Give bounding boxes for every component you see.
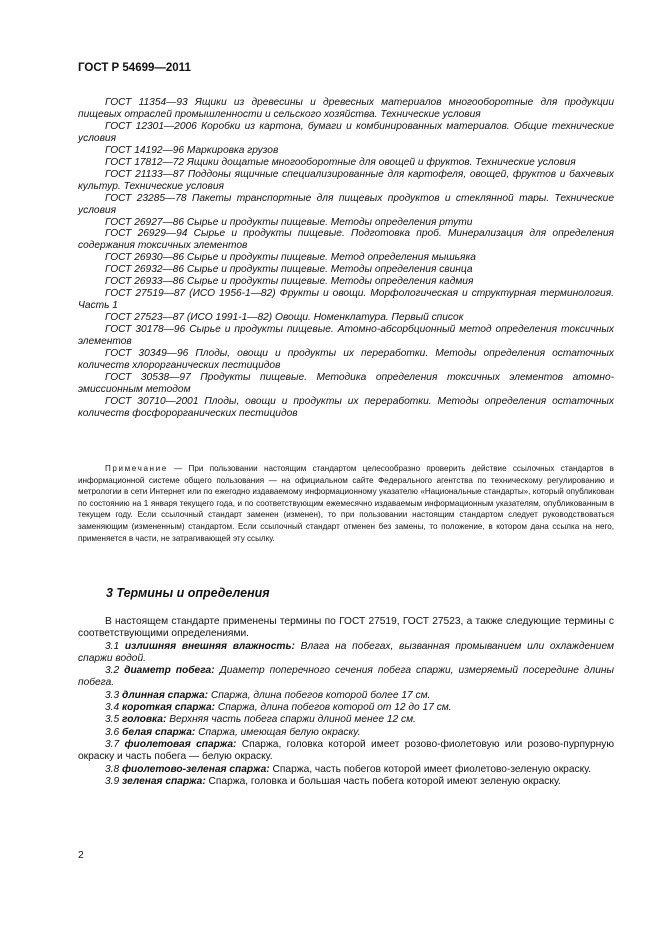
term-definition (78, 776, 614, 788)
term-text: Спаржа, имеющая белую окраску. (195, 726, 361, 738)
reference-item: ГОСТ 30538—97 Продукты пищевые. Методика определения токсичных элементов атомно-эмиссионным методом (78, 371, 614, 395)
reference-item: ГОСТ 21133—87 Поддоны ящичные специализированные для картофеля, овощей, фруктов и бахчевых культур. Технические условия (78, 168, 614, 192)
note-paragraph (78, 463, 614, 544)
reference-item: ГОСТ 23285—78 Пакеты транспортные для пищевых продуктов и стеклянной тары. Технические условия (78, 192, 614, 216)
term-name: фиолетовая спаржа: (124, 738, 237, 750)
term-number: 3.5 (105, 714, 120, 726)
reference-item: ГОСТ 14192—96 Маркировка грузов (105, 144, 279, 156)
term-definition (78, 727, 614, 739)
reference-item: ГОСТ 30349—96 Плоды, овощи и продукты их переработки. Методы определения остаточных количеств хлорорганических пестицидов (78, 348, 614, 371)
term-number: 3.6 (105, 726, 120, 738)
term-text: Спаржа, головка и большая часть побега которой имеют зеленую окраску. (205, 775, 561, 787)
term-name: белая спаржа: (122, 726, 196, 738)
term-text: Верхняя часть побега спаржи длиной менее 12 см. (166, 714, 416, 726)
note-label: Примечание (105, 464, 168, 473)
term-definition (78, 702, 614, 714)
term-number: 3.1 (105, 640, 120, 652)
term-text: Диаметр поперечного сечения побега спаржи, измеряемый посередине длины побега. (78, 665, 614, 689)
reference-item: ГОСТ 26929—94 Сырье и продукты пищевые. Подготовка проб. Минерализация для определения содержания токсичных элементов (78, 228, 614, 252)
reference-item: ГОСТ 27523—87 (ИСО 1991-1—82) Овощи. Номенклатура. Первый список (105, 312, 464, 324)
term-name: диаметр побега: (124, 665, 215, 677)
reference-item: ГОСТ 30710—2001 Плоды, овощи и продукты их переработки. Методы определения остаточных количеств фосфорорганических пестицидов (78, 395, 614, 419)
term-text: Спаржа, часть побегов которой имеет фиолетово-зеленую окраску. (269, 763, 592, 775)
term-number: 3.2 (105, 665, 120, 677)
term-definition (78, 641, 614, 666)
term-name: излишняя внешняя влажность: (124, 640, 295, 652)
reference-item: ГОСТ 26930—86 Сырье и продукты пищевые. Метод определения мышьяка (105, 252, 476, 264)
section-title: 3 Термины и определения (106, 586, 270, 600)
page-number: 2 (78, 849, 84, 861)
note-text: — При пользовании настоящим стандартом целесообразно проверить действие ссылочных стандартов в информационной системе общего пользования — на официальном сайте Федерального агентства по техническому регулированию и метрологии в сети Интернет или по ежегодно издаваемому информационному указателю «Национальные стандарты», который опубликован по состоянию на 1 января текущего года, и по соответствующим ежемесячно издаваемым информационным указателям, опубликованным в текущем году. Если ссылочный стандарт заменен (изменен), то при пользовании настоящим стандартом следует руководствоваться заменяющим (измененным) стандартом. Если ссылочный стандарт отменен без замены, то положение, в котором дана ссылка на него, применяется в части, не затрагивающей эту ссылку. (78, 464, 614, 543)
terms-list (78, 616, 614, 788)
term-name: зеленая спаржа: (122, 775, 206, 787)
reference-item: ГОСТ 17812—72 Ящики дощатые многооборотные для овощей и фруктов. Технические условия (105, 156, 576, 168)
term-number: 3.4 (105, 702, 120, 714)
terms-intro: В настоящем стандарте применены термины по ГОСТ 27519, ГОСТ 27523, а также следующие термины с соответствующими определениями. (78, 616, 614, 640)
term-number: 3.3 (105, 689, 120, 701)
reference-item: ГОСТ 26932—86 Сырье и продукты пищевые. Методы определения свинца (105, 264, 473, 276)
reference-item: ГОСТ 11354—93 Ящики из древесины и древесных материалов многооборотные для продукции пищевых отраслей промышленности и сельского хозяйства. Технические условия (78, 97, 614, 120)
term-definition (78, 764, 614, 776)
term-number: 3.9 (105, 775, 120, 787)
term-text: Влага на побегах, вызванная промыванием или охлаждением спаржи водой. (78, 640, 614, 664)
reference-item: ГОСТ 26933—86 Сырье и продукты пищевые. Методы определения кадмия (105, 276, 474, 288)
reference-item: ГОСТ 27519—87 (ИСО 1956-1—82) Фрукты и овощи. Морфологическая и структурная терминология. Часть 1 (78, 288, 614, 312)
term-name: головка: (122, 714, 167, 726)
term-text: Спаржа, длина побегов которой от 12 до 17 см. (215, 702, 452, 714)
document-header: ГОСТ Р 54699—2011 (78, 62, 191, 74)
reference-item: ГОСТ 30178—96 Сырье и продукты пищевые. Атомно-абсорбционный метод определения токсичных элементов (78, 324, 614, 348)
term-name: фиолетово-зеленая спаржа: (122, 763, 270, 775)
term-text: Спаржа, головка которой имеет розово-фиолетовую или розово-пурпурную окраску и часть побега — белую окраску. (78, 738, 614, 763)
normative-references-list (78, 97, 614, 420)
reference-item: ГОСТ 26927—86 Сырье и продукты пищевые. Методы определения ртути (105, 216, 473, 228)
reference-item: ГОСТ 12301—2006 Коробки из картона, бумаги и комбинированных материалов. Общие технические условия (78, 120, 614, 144)
term-definition (78, 690, 614, 702)
term-definition (78, 739, 614, 764)
term-definition (78, 665, 614, 690)
term-number: 3.8 (105, 763, 120, 775)
term-definition (78, 714, 614, 726)
term-text: Спаржа, длина побегов которой более 17 см. (208, 689, 431, 701)
term-number: 3.7 (105, 738, 120, 750)
term-name: короткая спаржа: (122, 702, 216, 714)
term-name: длинная спаржа: (122, 689, 209, 701)
